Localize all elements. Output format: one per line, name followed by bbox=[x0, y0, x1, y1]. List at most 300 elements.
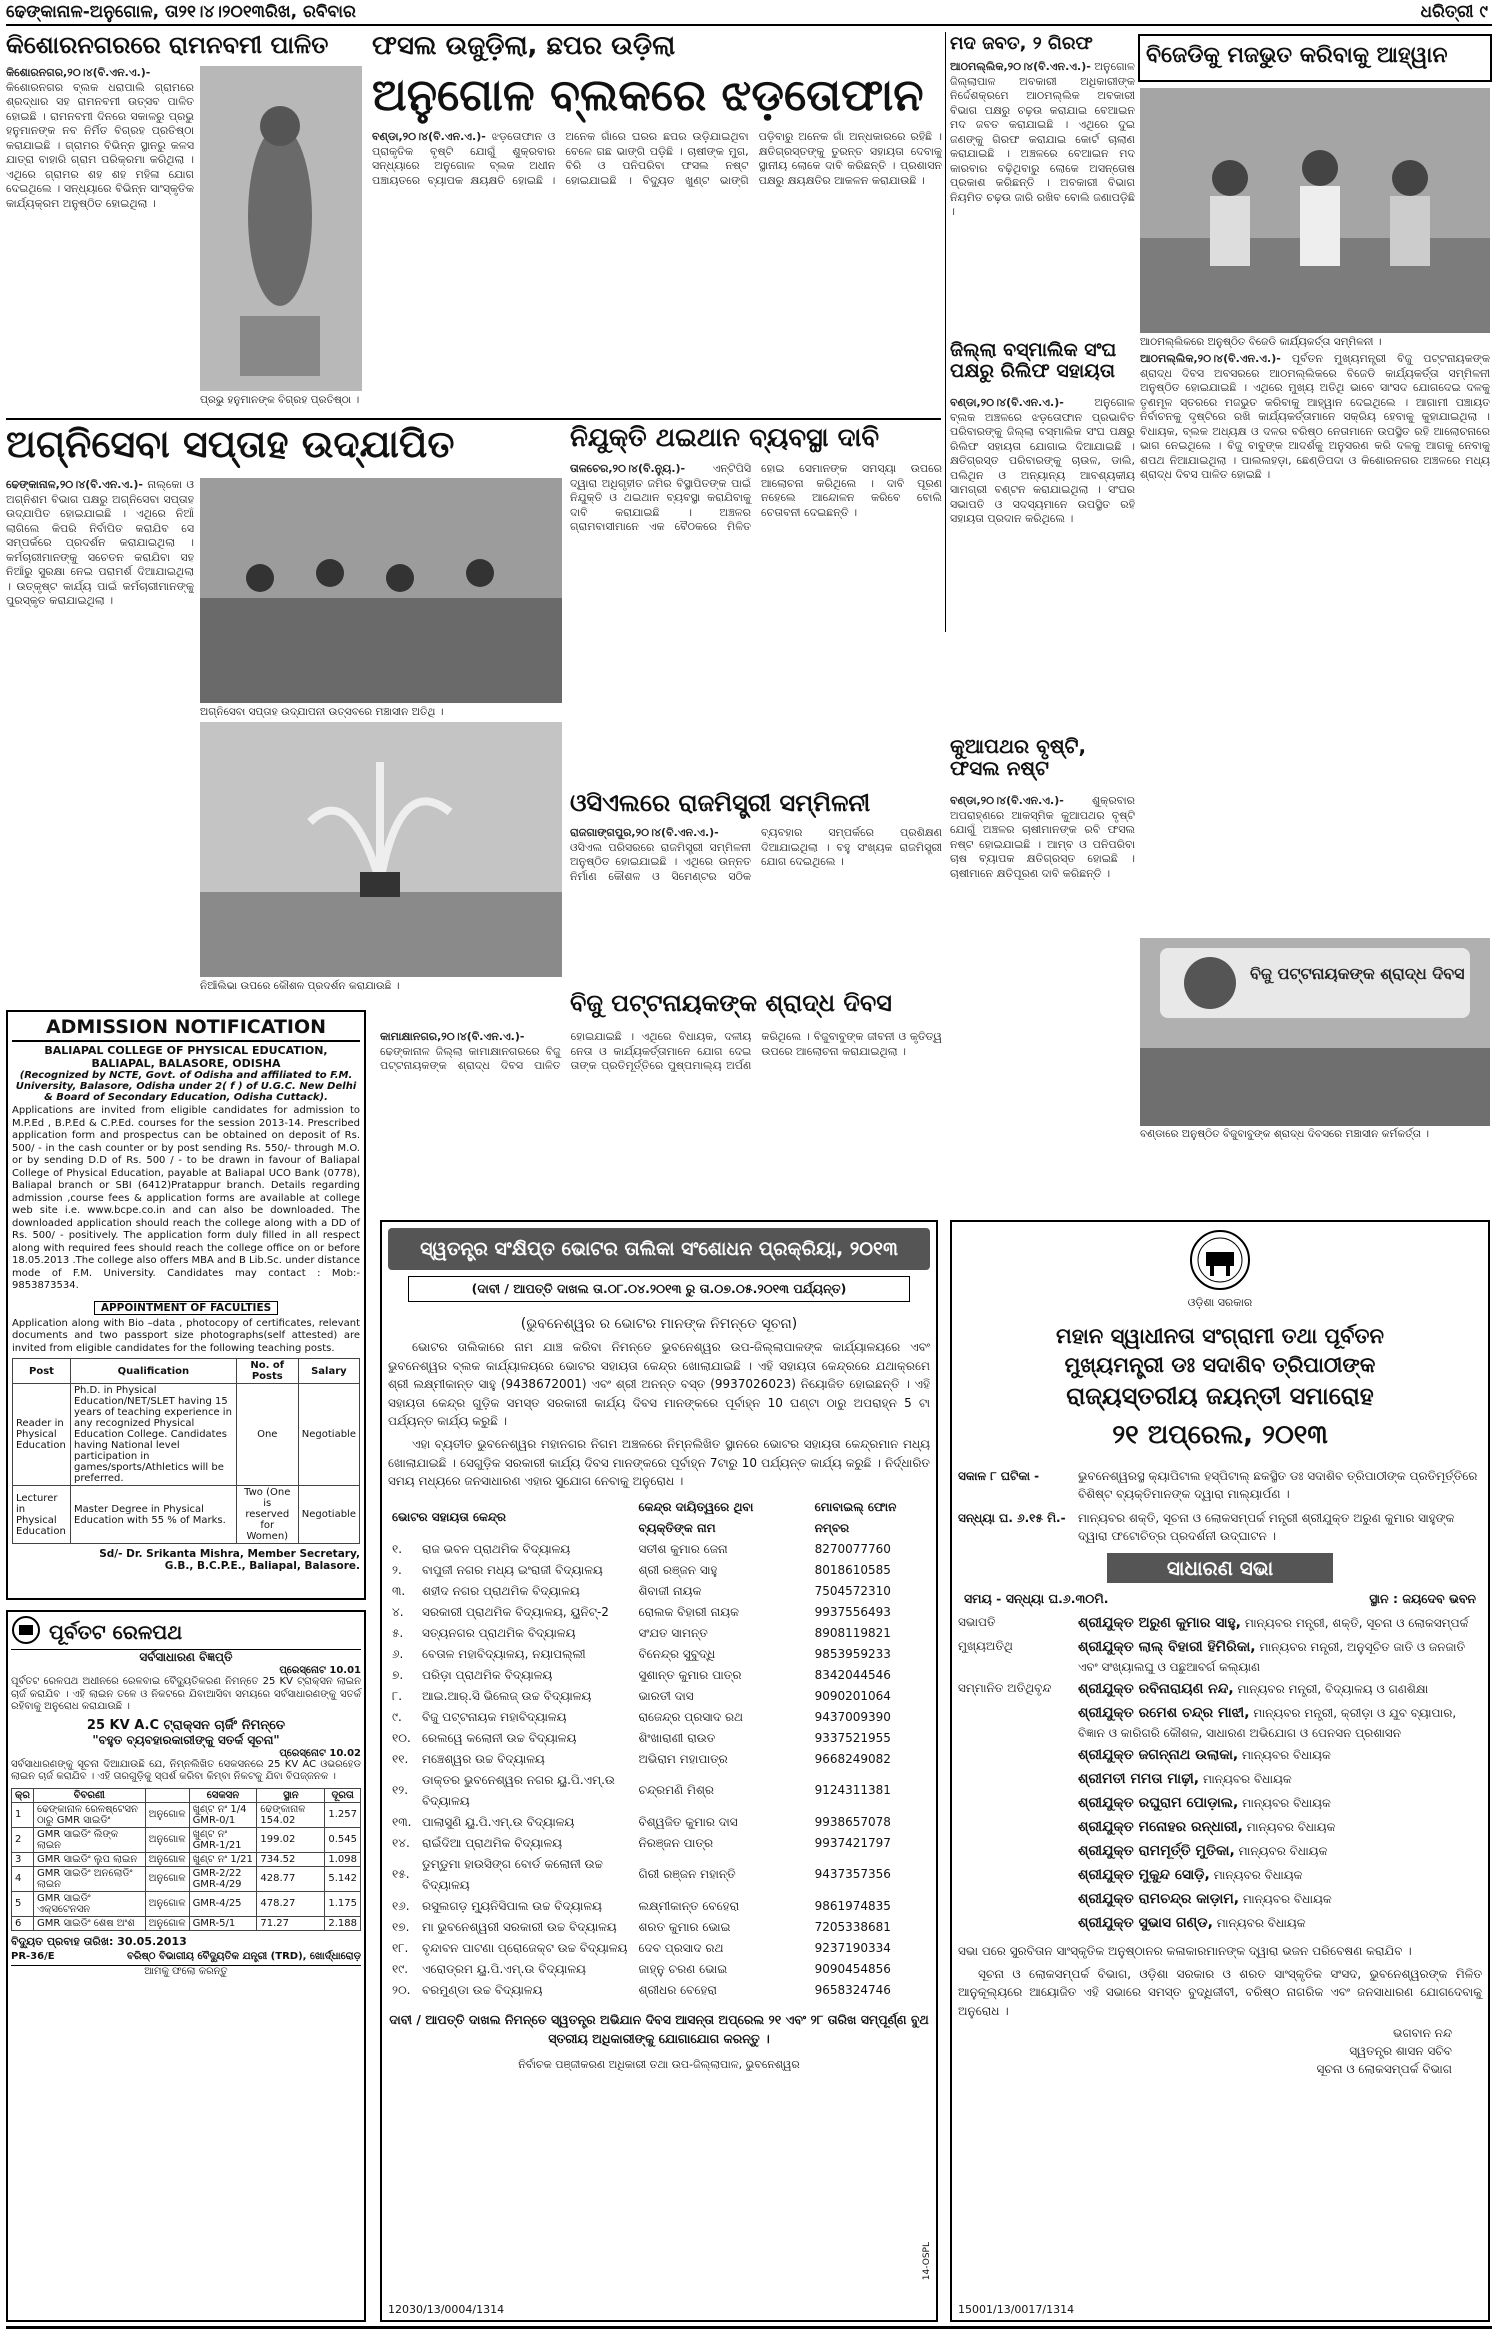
table-header: Qualification bbox=[71, 1359, 237, 1384]
list-cell: 9090454856 bbox=[814, 1961, 891, 1976]
list-item bbox=[388, 1917, 930, 1938]
guest-row bbox=[958, 1679, 1482, 1700]
list-cell: 9937556493 bbox=[814, 1604, 891, 1619]
voter-footer-note: ଦାବୀ / ଆପତ୍ତି ଦାଖଲ ନିମନ୍ତେ ସ୍ୱତନ୍ତ୍ର ଅଭିଯାନ ଦିବସ ଆସନ୍ତା ଅପ୍ରେଲ ୨୧ ଏବଂ ୨୮ ତାରିଖ ସମ୍ପୂର୍ଣ୍ଣ ବୁଥ ସ୍ତରୀୟ ଅଧିକାରୀଙ୍କୁ ଯୋଗାଯୋଗ କରନ୍ତୁ । bbox=[389, 2011, 929, 2046]
list-cell: ଏରୋଡ୍ରମ ୟୁ.ପି.ଏମ୍.ଉ ବିଦ୍ୟାଳୟ bbox=[422, 1961, 586, 1976]
morning-text: ଭୁବନେଶ୍ୱରସ୍ଥ କ୍ୟାପିଟାଲ ହସ୍ପିଟାଲ୍ ଛକସ୍ଥିତ ଡଃ ସଦାଶିବ ତ୍ରିପାଠୀଙ୍କ ପ୍ରତିମୂର୍ତ୍ତିରେ ବିଶିଷ୍ଟ ବ୍ୟକ୍ତିମାନଙ୍କ ଦ୍ୱାରା ମାଲ୍ୟାର୍ପଣ । bbox=[1078, 1469, 1478, 1501]
list-item bbox=[388, 1581, 930, 1602]
mad-jabat-body bbox=[950, 60, 1135, 335]
table-header: No. of Posts bbox=[236, 1359, 298, 1384]
jayanti-closing-1: ସଭା ପରେ ସୁରବିତାନ ସାଂସ୍କୃତିକ ଅନୁଷ୍ଠାନର କଳାକାରମାନଙ୍କ ଦ୍ୱାରା ଭଜନ ପରିବେଷଣ କରାଯିବ । bbox=[958, 1944, 1412, 1958]
kuapathar-text: ଶୁକ୍ରବାର ଅପରାହ୍ଣରେ ଆକସ୍ମିକ କୁଆପଥର ବୃଷ୍ଟି ଯୋଗୁଁ ଅଞ୍ଚଳର ଚାଷୀମାନଙ୍କ ରବି ଫସଲ ନଷ୍ଟ ହୋଇଯାଇଛି । ଆମ୍ବ ଓ ପନିପରିବା ଚାଷ ବ୍ୟାପକ କ୍ଷତିଗ୍ରସ୍ତ ହୋଇଛି । ଚାଷୀମାନେ କ୍ଷତିପୂରଣ ଦାବି କରିଛନ୍ତି । bbox=[950, 794, 1135, 880]
table-header: ସ୍ଥାନ bbox=[257, 1788, 325, 1802]
railway-notice-1: ପ୍ରେସ୍‌ନୋଟ 10.01 bbox=[279, 1665, 361, 1676]
list-header: ଭୋଟର ସହାୟତା କେନ୍ଦ୍ର bbox=[392, 1510, 506, 1525]
list-item bbox=[388, 1644, 930, 1665]
table-cell: 71.27 bbox=[257, 1916, 325, 1930]
list-cell: ବିନେନ୍ଦ୍ର ସୁବୁଦ୍ଧି bbox=[638, 1646, 716, 1661]
list-cell: 7205338681 bbox=[814, 1919, 891, 1934]
biju-body bbox=[380, 1030, 942, 1160]
bjd-byline: ଆଠମଲ୍ଲିକ,୨୦।୪(ବି.ଏନ.ଏ.)- bbox=[1140, 352, 1281, 365]
table-cell: ଖୁଣ୍ଟ ନଂ 1/21 bbox=[189, 1852, 257, 1866]
bjd-photo-caption: ଆଠମଲ୍ଲିକରେ ଅନୁଷ୍ଠିତ ବିଜେଡି କାର୍ଯ୍ୟକର୍ତ୍ତା ସମ୍ମିଳନୀ । bbox=[1140, 336, 1382, 348]
guest-name: ଶ୍ରୀଯୁକ୍ତ ରମେଶ ଚନ୍ଦ୍ର ମାଝୀ, bbox=[1078, 1705, 1250, 1721]
list-cell: ସୁଶାନ୍ତ କୁମାର ପାତ୍ର bbox=[638, 1667, 742, 1682]
admission-college: BALIAPAL COLLEGE OF PHYSICAL EDUCATION, BALIAPAL, BALASORE, ODISHA bbox=[44, 1044, 328, 1070]
agni-caption-1: ଅଗ୍ନିସେବା ସପ୍ତାହ ଉଦ୍‌ଯାପନୀ ଉତ୍ସବରେ ମଞ୍ଚାସୀନ ଅତିଥି । bbox=[200, 706, 444, 718]
railway-heading-3: "ବହୁତ ବ୍ୟବହାରକାରୀଙ୍କୁ ସତର୍କ ସୂଚନା" bbox=[92, 1732, 280, 1747]
railway-signatory: ବରିଷ୍ଠ ବିଭାଗୀୟ ବୈଦ୍ୟୁତିକ ଯନ୍ତ୍ରୀ (TRD), ଖୋର୍ଦ୍ଧାରୋଡ଼ bbox=[127, 1950, 361, 1962]
table-cell: ଅନୁଗୋଳ bbox=[145, 1852, 189, 1866]
bjd-headline-box bbox=[1138, 34, 1492, 82]
list-cell: ୭. bbox=[392, 1667, 404, 1682]
list-cell: ୨. bbox=[392, 1562, 402, 1577]
table-row bbox=[12, 1891, 361, 1916]
list-cell: ଶିଂଖାରାଣୀ ରାଉତ bbox=[638, 1730, 716, 1745]
list-item bbox=[388, 1602, 930, 1623]
hanuman-idol-image bbox=[200, 66, 362, 391]
guest-role bbox=[958, 1745, 1078, 1766]
bjd-text: ପୂର୍ବତନ ମୁଖ୍ୟମନ୍ତ୍ରୀ ବିଜୁ ପଟ୍ଟନାୟକଙ୍କ ଶ୍ରାଦ୍ଧ ଦିବସ ଅବସରରେ ଆଠମଲ୍ଲିକରେ ବିଜେଡି କାର୍ଯ୍ୟକର୍ତ୍ତା ସମ୍ମିଳନୀ ଅନୁଷ୍ଠିତ ହୋଇଯାଇଛି । ଏଥିରେ ମୁଖ୍ୟ ଅତିଥି ଭାବେ ସାଂସଦ ଯୋଗଦେଇ ଦଳକୁ ତୃଣମୂଳ ସ୍ତରରେ ମଜଭୁତ କରିବାକୁ ଆହ୍ୱାନ ଦେଇଥିଲେ । ଆଗାମୀ ପଞ୍ଚାୟତ ନିର୍ବାଚନକୁ ଦୃଷ୍ଟିରେ ରଖି କାର୍ଯ୍ୟକର୍ତ୍ତାମାନେ ସକ୍ରିୟ ହେବାକୁ କୁହାଯାଇଥିଲା । ବିଧାୟକ, ବ୍ଲକ ଅଧ୍ୟକ୍ଷ ଓ ଦଳର ବରିଷ୍ଠ ନେତାମାନେ ଉପସ୍ଥିତ ରହି ଆଲୋଚନାରେ ଭାଗ ନେଇଥିଲେ । ବିଜୁ ବାବୁଙ୍କ ଆଦର୍ଶକୁ ଅନୁସରଣ କରି ଦଳକୁ ଆଗକୁ ନେବାକୁ ଶପଥ ନିଆଯାଇଥିଲା । ପାଲଲହଡ଼ା, ଛେଣ୍ଡିପଦା ଓ କିଶୋରନଗର ଅଞ୍ଚଳରେ ମଧ୍ୟ ଶ୍ରାଦ୍ଧ ଦିବସ ପାଳିତ ହୋଇଛି । bbox=[1140, 352, 1490, 482]
list-cell: ୧୦. bbox=[392, 1730, 411, 1745]
voter-signatory: ନିର୍ବାଚକ ପଞ୍ଜୀକରଣ ଅଧିକାରୀ ତଥା ଉପ-ଜିଲ୍ଲାପାଳ, ଭୁବନେଶ୍ୱର bbox=[518, 2058, 800, 2072]
voter-para-2: ଏହା ବ୍ୟତୀତ ଭୁବନେଶ୍ୱର ମହାନଗର ନିଗମ ଅଞ୍ଚଳରେ ନିମ୍ନଲିଖିତ ସ୍ଥାନରେ ଭୋଟର ସହାୟତା କେନ୍ଦ୍ରମାନ ମଧ୍ୟ ଖୋଲାଯାଇଛି । ସେଗୁଡ଼ିକ ସରକାରୀ କାର୍ଯ୍ୟ ଦିବସ ମାନଙ୍କରେ ପୂର୍ବାହ୍ନ 7ଟାରୁ 10 ପର୍ଯ୍ୟନ୍ତ କାର୍ଯ୍ୟ କରୁଛି । ନିର୍ଦ୍ଧାରିତ ସମୟ ମଧ୍ୟରେ ଜନସାଧାରଣ ଏହାର ସୁଯୋଗ ନେବାକୁ ଅନୁରୋଧ । bbox=[388, 1436, 930, 1489]
list-item bbox=[388, 1833, 930, 1854]
fasal-kicker: ଫସଲ ଉଜୁଡ଼ିଲା, ଛପର ଉଡ଼ିଲା bbox=[372, 31, 676, 61]
list-header: କେନ୍ଦ୍ର ଦାୟିତ୍ୱରେ ଥିବା ବ୍ୟକ୍ତିଙ୍କ ନାମ bbox=[638, 1499, 754, 1535]
jayanti-title-1: ମହାନ ସ୍ୱାଧୀନତା ସଂଗ୍ରାମୀ ତଥା ପୂର୍ବତନ bbox=[1056, 1324, 1384, 1348]
table-cell: 5.142 bbox=[325, 1866, 361, 1891]
list-cell: ସତୀଶ କୁମାର ଜେନା bbox=[638, 1541, 728, 1556]
jayanti-title-2: ମୁଖ୍ୟମନ୍ତ୍ରୀ ଡଃ ସଦାଶିବ ତ୍ରିପାଠୀଙ୍କ bbox=[1064, 1353, 1376, 1377]
guest-row bbox=[958, 1769, 1482, 1790]
table-cell: ଢେଙ୍କାନାଳ 154.02 bbox=[257, 1802, 325, 1827]
basmalik-body bbox=[950, 396, 1135, 726]
admission-recognition: (Recognized by NCTE, Govt. of Odisha and affiliated to F.M. University, Balasore, Odisha under 2( f ) of U.G.C. New Delhi & Board of Secondary Education, Odisha Cuttack). bbox=[15, 1070, 357, 1103]
list-item bbox=[388, 1770, 930, 1812]
fire-demo-image bbox=[200, 722, 562, 977]
list-cell: ରେଲୱେ କଲୋନୀ ଉଚ୍ଚ ବିଦ୍ୟାଳୟ bbox=[422, 1730, 577, 1745]
jayanti-code: 15001/13/0017/1314 bbox=[958, 2303, 1075, 2316]
sabha-venue: ସ୍ଥାନ : ଜୟଦେବ ଭବନ bbox=[1369, 1591, 1476, 1606]
ramnavami-byline: କିଶୋରନଗର,୨୦।୪(ବି.ଏନ.ଏ.)- bbox=[6, 66, 151, 79]
list-item bbox=[388, 1938, 930, 1959]
jayanti-ad bbox=[950, 1220, 1490, 2322]
list-item bbox=[388, 1686, 930, 1707]
table-cell: ଖୁଣ୍ଟ ନଂ 1/4 GMR-0/1 bbox=[189, 1802, 257, 1827]
guest-designation: ମାନ୍ୟବର ମନ୍ତ୍ରୀ, ଅନୁସୂଚିତ ଜାତି ଓ ଜନଜାତି ଏବଂ ସଂଖ୍ୟାଲଘୁ ଓ ପଛୁଆବର୍ଗ କଲ୍ୟାଣ bbox=[1078, 1640, 1466, 1674]
list-cell: ସରକାରୀ ପ୍ରାଥମିକ ବିଦ୍ୟାଳୟ, ୟୁନିଟ୍-2 bbox=[422, 1604, 609, 1619]
bjd-body bbox=[1140, 352, 1490, 932]
list-cell: ୬. bbox=[392, 1646, 404, 1661]
list-cell: ପାଲାସୁଣି ୟୁ.ପି.ଏମ୍.ଉ ବିଦ୍ୟାଳୟ bbox=[422, 1814, 575, 1829]
guest-designation: ମାନ୍ୟବର ବିଧାୟକ bbox=[1216, 1916, 1306, 1930]
table-cell: ଢେଙ୍କାନାଳ ରେଳଷ୍ଟେସନ ଠାରୁ GMR ସାଇଡିଂ bbox=[33, 1802, 145, 1827]
agni-byline: ଢେଙ୍କାନାଳ,୨୦।୪(ବି.ଏନ.ଏ.)- bbox=[6, 478, 143, 491]
table-cell: ଅନୁଗୋଳ bbox=[145, 1891, 189, 1916]
list-cell: ୧୧. bbox=[392, 1751, 409, 1766]
list-header: ମୋବାଇଲ୍ ଫୋନ ନମ୍ବର bbox=[814, 1499, 897, 1535]
basmalik-headline: ଜିଲ୍ଲା ବସ୍‌ମାଲିକ ସଂଘ ପକ୍ଷରୁ ରିଲିଫ ସହାୟତା bbox=[950, 339, 1117, 382]
list-cell: ଭାରତୀ ଦାସ bbox=[638, 1688, 694, 1703]
faculty-body: Application along with Bio –data , photocopy of certificates, relevant documents and two passport size photographs(self attested) are invited from eligible candidates for the following teaching posts. bbox=[12, 1317, 360, 1354]
agni-caption-2: ନିଆଁଲିଭା ଉପରେ କୌଶଳ ପ୍ରଦର୍ଶନ କରାଯାଉଛି । bbox=[200, 980, 400, 992]
list-cell: ଲକ୍ଷ୍ମୀକାନ୍ତ ବେହେରା bbox=[638, 1898, 740, 1913]
list-item bbox=[388, 1623, 930, 1644]
list-cell: ୧୭. bbox=[392, 1919, 410, 1934]
biju-headline: ବିଜୁ ପଟ୍ଟନାୟକଙ୍କ ଶ୍ରାଦ୍ଧ ଦିବସ bbox=[570, 989, 892, 1017]
list-item bbox=[388, 1980, 930, 2001]
biju-shraddha-photo bbox=[1140, 938, 1490, 1126]
guest-row bbox=[958, 1865, 1482, 1886]
list-cell: 9861974835 bbox=[814, 1898, 891, 1913]
table-cell: ଖୁଣ୍ଟ ନଂ GMR-1/21 bbox=[189, 1827, 257, 1852]
guest-role: ସମ୍ମାନିତ ଅତିଥିବୃନ୍ଦ bbox=[958, 1681, 1052, 1695]
sign-dept: ସୂଚନା ଓ ଲୋକସମ୍ପର୍କ ବିଭାଗ bbox=[1316, 2062, 1452, 2077]
table-header: ସେକସନ bbox=[189, 1788, 257, 1802]
list-cell: ଚନ୍ଦ୍ରମଣି ମିଶ୍ର bbox=[638, 1783, 714, 1798]
railway-subtitle: ସର୍ବସାଧାରଣ ବିଜ୍ଞପ୍ତି bbox=[139, 1650, 233, 1664]
guest-name: ଶ୍ରୀମତୀ ମମତା ମାଢ଼ୀ, bbox=[1078, 1771, 1200, 1787]
admission-ad bbox=[6, 1010, 366, 1600]
odisha-emblem-icon bbox=[1188, 1228, 1252, 1292]
list-cell: ଆଇ.ଆର୍.ସି ଭିଲେଜ୍ ଉଚ୍ଚ ବିଦ୍ୟାଳୟ bbox=[422, 1688, 592, 1703]
list-cell: ବେତାଳ ମହାବିଦ୍ୟାଳୟ, ନୟାପଲ୍ଲୀ bbox=[422, 1646, 586, 1661]
railway-ad bbox=[6, 1610, 366, 2322]
list-cell: ବୃନ୍ଦାବନ ପାଟଣା ପ୍ରୋଜେକ୍ଟ ଉଚ୍ଚ ବିଦ୍ୟାଳୟ bbox=[422, 1940, 628, 1955]
list-cell: ବିଶ୍ୱଜିତ କୁମାର ଦାସ bbox=[638, 1814, 738, 1829]
list-cell: ଶ୍ରୀ ରଞ୍ଜନ ସାହୁ bbox=[638, 1562, 718, 1577]
guest-designation: ମାନ୍ୟବର ବିଧାୟକ bbox=[1246, 1820, 1336, 1834]
guest-row bbox=[958, 1793, 1482, 1814]
niyukti-text: ଏନ୍‌ଟିପିସି ଦ୍ୱାରା ଅଧିଗୃହୀତ ଜମିର ବିସ୍ଥାପିତଙ୍କ ପାଇଁ ନିଯୁକ୍ତି ଓ ଥଇଥାନ ବ୍ୟବସ୍ଥା କରାଯିବାକୁ ଦାବି କରାଯାଇଛି । ଅଞ୍ଚଳର ଗ୍ରାମବାସୀମାନେ ଏକ ବୈଠକରେ ମିଳିତ ହୋଇ ସେମାନଙ୍କ ସମସ୍ୟା ଉପରେ ଆଲୋଚନା କରିଥିଲେ । ଦାବି ପୂରଣ ନହେଲେ ଆନ୍ଦୋଳନ କରିବେ ବୋଲି ଚେତାବନୀ ଦେଇଛନ୍ତି । bbox=[570, 462, 942, 534]
list-cell: 8908119821 bbox=[814, 1625, 891, 1640]
biju-photo-caption: ବଣ୍ଡାରେ ଅନୁଷ୍ଠିତ ବିଜୁବାବୁଙ୍କ ଶ୍ରାଦ୍ଧ ଦିବସରେ ମଞ୍ଚାସୀନ କର୍ମକର୍ତ୍ତା । bbox=[1140, 1128, 1430, 1140]
railway-footer: ଆମକୁ ଫଲୋ କରନ୍ତୁ bbox=[11, 1965, 361, 1977]
guest-role bbox=[958, 1793, 1078, 1814]
railway-body-1: ପୂର୍ବତଟ ରେଳପଥ ଅଧୀନରେ ରେଳବାଇ ବୈଦ୍ୟୁତିକରଣ ନିମନ୍ତେ 25 KV ଟ୍ରାକ୍ସନ ଲାଇନ ଚାର୍ଜ କରାଯିବ । ଏହି ଲାଇନ ତଳେ ଓ ନିକଟରେ ଯିବାଆସିବା ସମୟରେ ସର୍ବସାଧାରଣଙ୍କୁ ସତର୍କ ରହିବାକୁ ଅନୁରୋଧ କରାଯାଉଛି । bbox=[11, 1676, 361, 1712]
osl-text: ଓସିଏଲ ପରିସରରେ ରାଜମିସ୍ତ୍ରୀ ସମ୍ମିଳନୀ ଅନୁଷ୍ଠିତ ହୋଇଯାଇଛି । ଏଥିରେ ଉନ୍ନତ ନିର୍ମାଣ କୌଶଳ ଓ ସିମେଣ୍ଟର ସଠିକ ବ୍ୟବହାର ସମ୍ପର୍କରେ ପ୍ରଶିକ୍ଷଣ ଦିଆଯାଇଥିଲା । ବହୁ ସଂଖ୍ୟକ ରାଜମିସ୍ତ୍ରୀ ଯୋଗ ଦେଇଥିଲେ । bbox=[570, 826, 942, 883]
list-cell: 9090201064 bbox=[814, 1688, 891, 1703]
mad-jabat-byline: ଆଠମଲ୍ଲିକ,୨୦।୪(ବି.ଏନ.ଏ.)- bbox=[950, 60, 1091, 73]
guest-name: ଶ୍ରୀଯୁକ୍ତ ମନୋହର ରନ୍ଧାରୀ, bbox=[1078, 1819, 1243, 1835]
voter-ad bbox=[380, 1220, 938, 2322]
guest-designation: ମାନ୍ୟବର ବିଧାୟକ bbox=[1242, 1748, 1331, 1762]
table-cell: Negotiable bbox=[298, 1384, 359, 1486]
table-cell: Master Degree in Physical Education with 55 % of Marks. bbox=[71, 1486, 237, 1544]
biju-banner-text: ବିଜୁ ପଟ୍ଟନାୟକଙ୍କ ଶ୍ରାଦ୍ଧ ଦିବସ bbox=[1250, 964, 1465, 983]
jayanti-date: ୨୧ ଅପ୍ରେଲ, ୨୦୧୩ bbox=[1112, 1420, 1328, 1450]
table-header: Salary bbox=[298, 1359, 359, 1384]
guest-name: ଶ୍ରୀଯୁକ୍ତ ଅରୁଣ କୁମାର ସାହୁ, bbox=[1078, 1615, 1242, 1631]
emblem-text: ଓଡ଼ିଶା ସରକାର bbox=[1187, 1296, 1253, 1309]
guest-row bbox=[958, 1913, 1482, 1934]
railway-title: ପୂର୍ବତଟ ରେଳପଥ bbox=[49, 1620, 183, 1644]
kuapathar-byline: ବଣ୍ଡା,୨୦।୪(ବି.ଏନ.ଏ.)- bbox=[950, 794, 1064, 807]
list-cell: ଦେବ ପ୍ରସାଦ ରଥ bbox=[638, 1940, 724, 1955]
ramnavami-text: କିଶୋରନଗର ବ୍ଲକ ଧରାପାଲି ଗ୍ରାମରେ ଶ୍ରଦ୍ଧାର ସହ ରାମନବମୀ ଉତ୍ସବ ପାଳିତ ହୋଇଛି । ରାମନବମୀ ଦିନରେ ସକାଳରୁ ପ୍ରଭୁ ହନୁମାନଙ୍କ ନବ ନିର୍ମିତ ବିଗ୍ରହ ପ୍ରତିଷ୍ଠା କରାଯାଇଛି । ଗ୍ରାମର ବିଭିନ୍ନ ସ୍ଥାନରୁ କଳସ ଯାତ୍ରା ବାହାରି ଗ୍ରାମ ପରିକ୍ରମା କରିଥିଲା । ଏଥିରେ ଗ୍ରାମର ଶହ ଶହ ମହିଳା ଯୋଗ ଦେଇଥିଲେ । ସନ୍ଧ୍ୟାରେ ବିଭିନ୍ନ ସାଂସ୍କୃତିକ କାର୍ଯ୍ୟକ୍ରମ ଅନୁଷ୍ଠିତ ହୋଇଥିଲା । bbox=[6, 80, 194, 210]
niyukti-body bbox=[570, 462, 942, 782]
list-cell: ରୋଲକ ବିହାରୀ ନାୟକ bbox=[638, 1604, 739, 1619]
table-header: Post bbox=[13, 1359, 71, 1384]
table-cell: Ph.D. in Physical Education/NET/SLET having 15 years of teaching experience in any recognized Physical Education College. Candidates having National level participation in games/sports/Athletics will be preferred. bbox=[71, 1384, 237, 1486]
list-cell: 9853959233 bbox=[814, 1646, 891, 1661]
list-cell: ଶରତ କୁମାର ଭୋଇ bbox=[638, 1919, 731, 1934]
table-cell: ଅନୁଗୋଳ bbox=[145, 1866, 189, 1891]
table-cell: Lecturer in Physical Education bbox=[13, 1486, 71, 1544]
list-cell: ରାଜ ଭବନ ପ୍ରାଥମିକ ବିଦ୍ୟାଳୟ bbox=[422, 1541, 571, 1556]
guest-row bbox=[958, 1637, 1482, 1676]
list-cell: ୪. bbox=[392, 1604, 404, 1619]
voter-centre-table bbox=[388, 1497, 930, 2001]
page-header bbox=[6, 2, 1492, 26]
guest-row bbox=[958, 1817, 1482, 1838]
list-cell: 9937421797 bbox=[814, 1835, 891, 1850]
list-cell: ଅଭିରାମ ମହାପାତ୍ର bbox=[638, 1751, 728, 1766]
table-row bbox=[13, 1384, 360, 1486]
guest-name: ଶ୍ରୀଯୁକ୍ତ ମୁକୁନ୍ଦ ସୋଡ଼ି, bbox=[1078, 1867, 1210, 1883]
anugol-text: ଝଡ଼ତୋଫାନ ଓ ପ୍ରାକୃତିକ ବୃଷ୍ଟି ଯୋଗୁଁ ଶୁକ୍ରବାର ସନ୍ଧ୍ୟାରେ ଅନୁଗୋଳ ବ୍ଲକ ଅଧୀନ ପଞ୍ଚାୟତରେ ବ୍ୟାପକ କ୍ଷୟକ୍ଷତି ହୋଇଛି । ଅନେକ ଗାଁରେ ଘରର ଛପର ଉଡ଼ିଯାଇଥିବା ବେଳେ ଗଛ ଭାଙ୍ଗି ପଡ଼ିଛି । ଚାଷୀଙ୍କ ମୁଗ, ବିରି ଓ ପନିପରିବା ଫସଲ ନଷ୍ଟ ହୋଇଯାଇଛି । ବିଦ୍ୟୁତ ଖୁଣ୍ଟ ଭାଙ୍ଗି ପଡ଼ିବାରୁ ଅନେକ ଗାଁ ଅନ୍ଧକାରରେ ରହିଛି । କ୍ଷତିଗ୍ରସ୍ତଙ୍କୁ ତୁରନ୍ତ ସହାୟତା ଦେବାକୁ ସ୍ଥାନୀୟ ଲୋକେ ଦାବି କରିଛନ୍ତି । ପ୍ରଶାସନ ପକ୍ଷରୁ କ୍ଷୟକ୍ଷତିର ଆକଳନ କରାଯାଉଛି । bbox=[372, 130, 942, 187]
header-page-number: ଧରିତ୍ରୀ ୯ bbox=[1420, 2, 1488, 22]
guest-designation: ମାନ୍ୟବର ମନ୍ତ୍ରୀ, କ୍ରୀଡ଼ା ଓ ଯୁବ ବ୍ୟାପାର, ବିଜ୍ଞାନ ଓ କାରିଗରି କୌଶଳ, ସାଧାରଣ ଅଭିଯୋଗ ଓ ପେନସନ ପ୍ରଶାସନ bbox=[1078, 1706, 1457, 1740]
list-cell: 9124311381 bbox=[814, 1783, 891, 1798]
table-cell: 1.098 bbox=[325, 1852, 361, 1866]
guest-name: ଶ୍ରୀଯୁକ୍ତ ଲାଲ୍ ବିହାରୀ ହିମିରିକା, bbox=[1078, 1639, 1256, 1655]
mad-jabat-text: ଅନୁଗୋଳ ଜିଲ୍ଲାପାଳ ଅବକାରୀ ଅଧିକାରୀଙ୍କ ନିର୍ଦ୍ଦେଶକ୍ରମେ ଆଠମଲ୍ଲିକ ଅବକାରୀ ବିଭାଗ ପକ୍ଷରୁ ଚଢ଼ଉ କରାଯାଇ ବେଆଇନ ମଦ ଜବତ କରାଯାଇଛି । ଏଥିରେ ଦୁଇ ଜଣଙ୍କୁ ଗିରଫ କରାଯାଇ କୋର୍ଟ ଚାଲାଣ କରାଯାଇଛି । ଅଞ୍ଚଳରେ ବେଆଇନ ମଦ କାରବାର ବଢ଼ିଥିବାରୁ ଲୋକେ ଅସନ୍ତୋଷ ପ୍ରକାଶ କରିଛନ୍ତି । ଅବକାରୀ ବିଭାଗ ନିୟମିତ ଚଢ଼ଉ ଜାରି ରଖିବ ବୋଲି ଜଣାପଡ଼ିଛି । bbox=[950, 60, 1135, 219]
voter-title: ସ୍ୱତନ୍ତ୍ର ସଂକ୍ଷିପ୍ତ ଭୋଟର ତାଲିକା ସଂଶୋଧନ ପ୍ରକ୍ରିୟା, ୨୦୧୩ bbox=[388, 1228, 930, 1270]
osl-byline: ରାଜଗାଙ୍ଗପୁର,୨୦।୪(ବି.ଏନ.ଏ.)- bbox=[570, 826, 719, 839]
kuapathar-headline: କୁଆପଥର ବୃଷ୍ଟି, ଫସଲ ନଷ୍ଟ bbox=[950, 734, 1087, 780]
table-cell: 2.188 bbox=[325, 1916, 361, 1930]
bjd-meeting-image bbox=[1140, 88, 1490, 333]
guest-list bbox=[958, 1613, 1482, 1934]
table-cell: GMR ସାଇଡିଂ ଅନଲୋଡିଂ ଲାଇନ bbox=[33, 1866, 145, 1891]
table-cell: 199.02 bbox=[257, 1827, 325, 1852]
faculty-heading: APPOINTMENT OF FACULTIES bbox=[94, 1301, 278, 1315]
biju-byline: କାମାକ୍ଷାନଗର,୨୦।୪(ବି.ଏନ.ଏ.)- bbox=[380, 1030, 525, 1043]
list-cell: 9938657078 bbox=[814, 1814, 891, 1829]
list-cell: ମଞ୍ଚେଶ୍ୱର ଉଚ୍ଚ ବିଦ୍ୟାଳୟ bbox=[422, 1751, 545, 1766]
osl-headline: ଓସିଏଲରେ ରାଜମିସ୍ତ୍ରୀ ସମ୍ମିଳନୀ bbox=[570, 789, 871, 817]
kuapathar-body bbox=[950, 794, 1135, 1126]
table-cell: 3 bbox=[12, 1852, 34, 1866]
guest-designation: ମାନ୍ୟବର ବିଧାୟକ bbox=[1238, 1844, 1328, 1858]
guest-designation: ମାନ୍ୟବର ମନ୍ତ୍ରୀ, ବିଦ୍ୟାଳୟ ଓ ଗଣଶିକ୍ଷା bbox=[1237, 1682, 1429, 1696]
railway-body-2: ସର୍ବସାଧାରଣଙ୍କୁ ସୂଚନା ଦିଆଯାଉଛି ଯେ, ନିମ୍ନଲିଖିତ ସେକସନରେ 25 KV AC ଓଭରହେଡ ଲାଇନ ଚାର୍ଜ କରାଯିବ । ଏହି ତାରଗୁଡ଼ିକୁ ସ୍ପର୍ଶ କରିବା କିମ୍ବା ନିକଟକୁ ଯିବା ବିପଜ୍ଜନକ । bbox=[11, 1758, 361, 1782]
guest-name: ଶ୍ରୀଯୁକ୍ତ ରାମଚନ୍ଦ୍ର କାଡ଼ାମ, bbox=[1078, 1891, 1240, 1907]
table-cell: GMR-4/25 bbox=[189, 1891, 257, 1916]
list-cell: ଡାକ୍ତର ଭୁବନେଶ୍ୱର ନଗର ୟୁ.ପି.ଏମ୍.ଉ ବିଦ୍ୟାଳୟ bbox=[422, 1772, 615, 1808]
table-cell: GMR ସାଇଡିଂ ଲୁପ ଲାଇନ bbox=[33, 1852, 145, 1866]
voter-para-1: ଭୋଟର ତାଲିକାରେ ନାମ ଯାଞ୍ଚ କରିବା ନିମନ୍ତେ ଭୁବନେଶ୍ୱର ଉପ-ଜିଲ୍ଲାପାଳଙ୍କ କାର୍ଯ୍ୟାଳୟରେ ଏବଂ ଭୁବନେଶ୍ୱର ବ୍ଲକ କାର୍ଯ୍ୟାଳୟରେ ଭୋଟର ସହାୟତା କେନ୍ଦ୍ର ଖୋଲାଯାଇଛି । ଏହି ସହାୟତା କେନ୍ଦ୍ରରେ ଯଥାକ୍ରମେ ଶ୍ରୀ ଲକ୍ଷ୍ମୀକାନ୍ତ ସାହୁ (9438672001) ଏବଂ ଶ୍ରୀ ଅନନ୍ତ ବସ୍ତ (9937026023) ନିୟୋଜିତ ହୋଇଛନ୍ତି । ଏହି ସହାୟତା କେନ୍ଦ୍ର ଗୁଡ଼ିକ ସମସ୍ତ ସରକାରୀ କାର୍ଯ୍ୟ ଦିବସ ମାନଙ୍କରେ ପୂର୍ବାହ୍ନ 10 ଘଣ୍ଟା ଠାରୁ ଅପରାହ୍ନ 5 ଟା ପର୍ଯ୍ୟନ୍ତ କାର୍ଯ୍ୟ କରୁଛି । bbox=[388, 1340, 930, 1429]
table-cell: 5 bbox=[12, 1891, 34, 1916]
evening-time: ସନ୍ଧ୍ୟା ଘ. ୬.୧୫ ମି.- bbox=[958, 1511, 1066, 1525]
table-cell: 734.52 bbox=[257, 1852, 325, 1866]
list-cell: ରସୁଲଗଡ଼ ମ୍ୟୁନିସିପାଲ ଉଚ୍ଚ ବିଦ୍ୟାଳୟ bbox=[422, 1898, 602, 1913]
guest-name: ଶ୍ରୀଯୁକ୍ତ ରବିନାରାୟଣ ନନ୍ଦ, bbox=[1078, 1681, 1234, 1697]
list-item bbox=[388, 1896, 930, 1917]
list-cell: 8342044546 bbox=[814, 1667, 891, 1682]
ramnavami-body bbox=[6, 66, 194, 411]
table-cell: GMR-5/1 bbox=[189, 1916, 257, 1930]
jayanti-closing-2: ସୂଚନା ଓ ଲୋକସମ୍ପର୍କ ବିଭାଗ, ଓଡ଼ିଶା ସରକାର ଓ ଶରତ ସାଂସ୍କୃତିକ ସଂସଦ, ଭୁବନେଶ୍ୱରଙ୍କ ମିଳିତ ଆନୁକୂଲ୍ୟରେ ଆୟୋଜିତ ଏହି ସଭାରେ ସମସ୍ତ ବୁଦ୍ଧିଜୀବୀ, ବରିଷ୍ଠ ନାଗରିକ ଏବଂ ଜନସାଧାରଣ ଯୋଗଦେବାକୁ ଅନୁରୋଧ । bbox=[958, 1966, 1482, 2018]
guest-row bbox=[958, 1703, 1482, 1742]
voter-code: 12030/13/0004/1314 bbox=[388, 2303, 505, 2316]
jayanti-title-3: ରାଜ୍ୟସ୍ତରୀୟ ଜୟନ୍ତୀ ସମାରୋହ bbox=[1066, 1382, 1374, 1410]
table-cell: GMR ସାଇଡିଂ ଲିଙ୍କ ଲାଇନ bbox=[33, 1827, 145, 1852]
table-cell: Reader in Physical Education bbox=[13, 1384, 71, 1486]
bjd-meeting-photo bbox=[1140, 88, 1490, 333]
table-cell: One bbox=[236, 1384, 298, 1486]
list-cell: ବରମୁଣ୍ଡା ଉଚ୍ଚ ବିଦ୍ୟାଳୟ bbox=[422, 1982, 543, 1997]
table-header bbox=[145, 1788, 189, 1802]
table-cell: GMR-2/22 GMR-4/29 bbox=[189, 1866, 257, 1891]
railway-logo-icon bbox=[11, 1615, 41, 1649]
list-cell: ପରିଡ଼ା ପ୍ରାଥମିକ ବିଦ୍ୟାଳୟ bbox=[422, 1667, 553, 1682]
list-cell: 9668249082 bbox=[814, 1751, 891, 1766]
list-cell: ୧୫. bbox=[392, 1867, 410, 1882]
list-cell: 9437009390 bbox=[814, 1709, 891, 1724]
voter-side-code: 14-OSPL bbox=[922, 2241, 932, 2280]
list-cell: ଗିରୀ ରଞ୍ଜନ ମହାନ୍ତି bbox=[638, 1867, 736, 1882]
table-row bbox=[12, 1827, 361, 1852]
list-cell: ଶ୍ରୀଧର ବେହେରା bbox=[638, 1982, 717, 1997]
list-item bbox=[388, 1560, 930, 1581]
guest-role bbox=[958, 1703, 1078, 1742]
guest-role: ମୁଖ୍ୟଅତିଥି bbox=[958, 1639, 1013, 1653]
railway-code: PR-36/E bbox=[11, 1950, 55, 1962]
list-item bbox=[388, 1665, 930, 1686]
guest-row bbox=[958, 1841, 1482, 1862]
header-dateline: ଢେଙ୍କାନାଳ-ଅନୁଗୋଳ, ତା୨୧।୪।୨୦୧୩ରିଖ, ରବିବାର bbox=[6, 2, 356, 22]
table-header: ଦୂରତା bbox=[325, 1788, 361, 1802]
list-cell: ଶହୀଦ ନଗର ପ୍ରାଥମିକ ବିଦ୍ୟାଳୟ bbox=[422, 1583, 580, 1598]
guest-designation: ମାନ୍ୟବର ମନ୍ତ୍ରୀ, ଶକ୍ତି, ସୂଚନା ଓ ଲୋକସମ୍ପର୍କ bbox=[1244, 1616, 1469, 1630]
ramnavami-headline: କିଶୋରନଗରରେ ରାମନବମୀ ପାଳିତ bbox=[6, 31, 329, 59]
list-item bbox=[388, 1728, 930, 1749]
railway-notice-2: ପ୍ରେସ୍‌ନୋଟ 10.02 bbox=[279, 1747, 361, 1759]
guest-role: ସଭାପତି bbox=[958, 1615, 996, 1629]
table-cell: 4 bbox=[12, 1866, 34, 1891]
list-cell: 8270077760 bbox=[814, 1541, 891, 1556]
guest-row bbox=[958, 1613, 1482, 1634]
guest-role bbox=[958, 1865, 1078, 1886]
agni-headline: ଅଗ୍ନିସେବା ସପ୍ତାହ ଉଦ୍‌ଯାପିତ bbox=[6, 422, 455, 466]
list-cell: ୯. bbox=[392, 1709, 402, 1724]
guest-designation: ମାନ୍ୟବର ବିଧାୟକ bbox=[1202, 1772, 1292, 1786]
table-header: ବିବରଣୀ bbox=[33, 1788, 145, 1802]
table-cell: 1 bbox=[12, 1802, 34, 1827]
list-cell: 9437357356 bbox=[814, 1867, 891, 1882]
anugol-byline: ବଣ୍ଡା,୨୦।୪(ବି.ଏନ.ଏ.)- bbox=[372, 130, 486, 143]
list-cell: ୧୯. bbox=[392, 1961, 409, 1976]
list-cell: ୧୩. bbox=[392, 1814, 412, 1829]
list-item bbox=[388, 1854, 930, 1896]
guest-role bbox=[958, 1841, 1078, 1862]
admission-signatory: Sd/- Dr. Srikanta Mishra, Member Secretary, bbox=[99, 1548, 360, 1560]
agni-text: ନାଲ୍‌କୋ ଓ ଅଗ୍ନିଶମ ବିଭାଗ ପକ୍ଷରୁ ଅଗ୍ନିସେବା ସପ୍ତାହ ଉଦ୍‌ଯାପିତ ହୋଇଯାଇଛି । ଏଥିରେ ନିଆଁ ଲାଗିଲେ କିପରି ନିର୍ବାପିତ କରାଯିବ ସେ ସମ୍ପର୍କରେ ପ୍ରଦର୍ଶନ କରାଯାଇଥିଲା । କର୍ମଚାରୀମାନଙ୍କୁ ସଚେତନ କରାଯିବା ସହ ନିଆଁରୁ ସୁରକ୍ଷା ନେଇ ପରାମର୍ଶ ଦିଆଯାଇଥିଲା । ଉତ୍କୃଷ୍ଟ କାର୍ଯ୍ୟ ପାଇଁ କର୍ମଚାରୀମାନଙ୍କୁ ପୁରସ୍କୃତ କରାଯାଇଥିଲା । bbox=[6, 478, 194, 608]
table-cell: ଅନୁଗୋଳ bbox=[145, 1827, 189, 1852]
guest-row bbox=[958, 1745, 1482, 1766]
list-cell: ୧୨. bbox=[392, 1783, 409, 1798]
voter-subtitle: (ଦାବୀ / ଆପତ୍ତି ଦାଖଲ ତା.୦୮.୦୪.୨୦୧୩ ରୁ ତା.୦୭.୦୫.୨୦୧୩ ପର୍ଯ୍ୟନ୍ତ) bbox=[408, 1276, 910, 1302]
faculty-table bbox=[12, 1358, 360, 1544]
guest-row bbox=[958, 1889, 1482, 1910]
list-cell: 7504572310 bbox=[814, 1583, 891, 1598]
biju-text: ଢେଙ୍କାନାଳ ଜିଲ୍ଲା କାମାକ୍ଷାନଗରରେ ବିଜୁ ପଟ୍ଟନାୟକଙ୍କ ଶ୍ରାଦ୍ଧ ଦିବସ ପାଳିତ ହୋଇଯାଇଛି । ଏଥିରେ ବିଧାୟକ, ଦଳୀୟ ନେତା ଓ କାର୍ଯ୍ୟକର୍ତ୍ତାମାନେ ଯୋଗ ଦେଇ ତାଙ୍କ ପ୍ରତିମୂର୍ତ୍ତିରେ ପୁଷ୍ପମାଲ୍ୟ ଅର୍ପଣ କରିଥିଲେ । ବିଜୁବାବୁଙ୍କ ଜୀବନୀ ଓ କୃତିତ୍ୱ ଉପରେ ଆଲୋଚନା କରାଯାଇଥିଲା । bbox=[380, 1030, 942, 1073]
railway-table bbox=[11, 1788, 361, 1931]
list-cell: ୧୮. bbox=[392, 1940, 409, 1955]
list-cell: ମା ଭୁବନେଶ୍ୱରୀ ସରକାରୀ ଉଚ୍ଚ ବିଦ୍ୟାଳୟ bbox=[422, 1919, 617, 1934]
list-cell: ରାଜେନ୍ଦ୍ର ପ୍ରସାଦ ରଥ bbox=[638, 1709, 744, 1724]
list-cell: 8018610585 bbox=[814, 1562, 891, 1577]
guest-role bbox=[958, 1889, 1078, 1910]
osl-body bbox=[570, 826, 942, 986]
morning-time: ସକାଳ ୮ ଘଟିକା - bbox=[958, 1469, 1040, 1483]
list-cell: ୫. bbox=[392, 1625, 404, 1640]
table-row bbox=[12, 1916, 361, 1930]
guest-designation: ମାନ୍ୟବର ବିଧାୟକ bbox=[1242, 1796, 1331, 1810]
list-item bbox=[388, 1959, 930, 1980]
table-cell: 1.257 bbox=[325, 1802, 361, 1827]
guest-designation: ମାନ୍ୟବର ବିଧାୟକ bbox=[1242, 1892, 1332, 1906]
mad-jabat-headline: ମଦ ଜବତ, ୨ ଗିରଫ bbox=[950, 33, 1093, 54]
guest-role bbox=[958, 1817, 1078, 1838]
list-cell: 9658324746 bbox=[814, 1982, 891, 1997]
guest-name: ଶ୍ରୀଯୁକ୍ତ ରଘୁରାମ ପୋଡ଼ାଲ, bbox=[1078, 1795, 1239, 1811]
niyukti-headline: ନିଯୁକ୍ତି ଥଇଥାନ ବ୍ୟବସ୍ଥା ଦାବି bbox=[570, 423, 880, 453]
list-cell: ଜାହ୍ନୁ ଚରଣ ଭୋଇ bbox=[638, 1961, 728, 1976]
table-header: କ୍ର bbox=[12, 1788, 34, 1802]
table-cell: 428.77 bbox=[257, 1866, 325, 1891]
guest-role bbox=[958, 1769, 1078, 1790]
list-cell: ୧୬. bbox=[392, 1898, 410, 1913]
sign-name: ଭଗବାନ ନନ୍ଦ bbox=[1393, 2026, 1452, 2041]
table-row bbox=[12, 1866, 361, 1891]
list-cell: ୧୪. bbox=[392, 1835, 410, 1850]
list-cell: ବାପୁଜୀ ନଗର ମଧ୍ୟ ଇଂରାଜୀ ବିଦ୍ୟାଳୟ bbox=[422, 1562, 603, 1577]
basmalik-text: ଅନୁଗୋଳ ବ୍ଲକ ଅଞ୍ଚଳରେ ଝଡ଼ତୋଫାନ ପ୍ରଭାବିତ ପରିବାରଙ୍କୁ ଜିଲ୍ଲା ବସ୍‌ମାଲିକ ସଂଘ ପକ୍ଷରୁ ରିଲିଫ ସହାୟତା ଯୋଗାଇ ଦିଆଯାଇଛି । କ୍ଷତିଗ୍ରସ୍ତ ପରିବାରଙ୍କୁ ଚାଉଳ, ଡାଲି, ପଲିଥିନ ଓ ଅନ୍ୟାନ୍ୟ ଆବଶ୍ୟକୀୟ ସାମଗ୍ରୀ ବଣ୍ଟନ କରାଯାଇଥିଲା । ସଂଘର ସଭାପତି ଓ ସଦସ୍ୟମାନେ ଉପସ୍ଥିତ ରହି ସହାୟତା ପ୍ରଦାନ କରିଥିଲେ । bbox=[950, 396, 1135, 526]
guest-role bbox=[958, 1913, 1078, 1934]
anugol-body bbox=[372, 130, 942, 415]
fire-demo-photo bbox=[200, 722, 562, 977]
list-cell: ୨୦. bbox=[392, 1982, 411, 1997]
list-cell: ରାଇଁଦିଆ ପ୍ରାଥମିକ ବିଦ୍ୟାଳୟ bbox=[422, 1835, 563, 1850]
admission-title: ADMISSION NOTIFICATION bbox=[12, 1016, 360, 1042]
guest-name: ଶ୍ରୀଯୁକ୍ତ ରାମମୂର୍ତ୍ତି ମୁତିକା, bbox=[1078, 1843, 1235, 1859]
list-cell: ନିରଞ୍ଜନ ପାତ୍ର bbox=[638, 1835, 714, 1850]
table-cell: 1.175 bbox=[325, 1891, 361, 1916]
table-cell: GMR ସାଇଡିଂ ଏକ୍ସଟେନସନ bbox=[33, 1891, 145, 1916]
agni-stage-image bbox=[200, 478, 562, 703]
sabha-time: ସମୟ - ସନ୍ଧ୍ୟା ଘ.୬.୩୦ମି. bbox=[964, 1591, 1109, 1606]
hanuman-idol-photo bbox=[200, 66, 362, 391]
sabha-label: ସାଧାରଣ ସଭା bbox=[1107, 1553, 1333, 1583]
agni-body bbox=[6, 478, 194, 1000]
table-cell: 0.545 bbox=[325, 1827, 361, 1852]
list-cell: ୮. bbox=[392, 1688, 403, 1703]
list-cell: ୧. bbox=[392, 1541, 403, 1556]
list-item bbox=[388, 1707, 930, 1728]
list-item bbox=[388, 1749, 930, 1770]
railway-date: ବିଦ୍ୟୁତ ପ୍ରବାହ ତାରିଖ: 30.05.2013 bbox=[11, 1934, 187, 1948]
niyukti-byline: ତାଳଚେର,୨୦।୪(ବି.ନ୍ୟୁ.)- bbox=[570, 462, 686, 475]
admission-signatory-2: G.B., B.C.P.E., Baliapal, Balasore. bbox=[164, 1560, 360, 1572]
table-row bbox=[12, 1802, 361, 1827]
table-cell: GMR ସାଇଡିଂ ଶେଷ ଅଂଶ bbox=[33, 1916, 145, 1930]
bjd-headline: ବିଜେଡିକୁ ମଜଭୁତ କରିବାକୁ ଆହ୍ୱାନ bbox=[1146, 43, 1448, 68]
table-cell: 6 bbox=[12, 1916, 34, 1930]
